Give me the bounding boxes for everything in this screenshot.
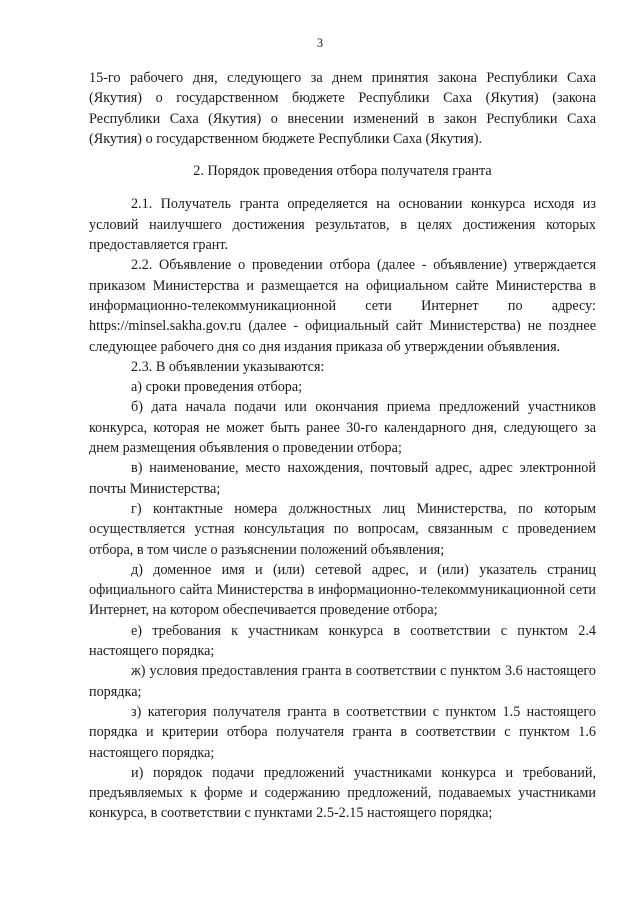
list-item-e: е) требования к участникам конкурса в соответствии с пунктом 2.4 настоящего порядка; [89, 622, 596, 660]
paragraph-2-2: 2.2. Объявление о проведении отбора (далее - объявление) утверждается приказом Министерства и размещается на официальном сайте Министерства в информационно-телекоммуникационной сети Интернет по адресу: https://minsel.sakha.gov.ru (далее - официальный сайт Министерства) не позднее следующее рабочего дня со дня издания приказа об утверждении объявления. [89, 257, 596, 355]
list-item-d: д) доменное имя и (или) сетевой адрес, и (или) указатель страниц официального сайта Министерства в информационно-телекоммуникационной сети Интернет, на котором обеспечивается проведение отбора; [89, 561, 596, 619]
list-item-v: в) наименование, место нахождения, почтовый адрес, адрес электронной почты Министерства; [89, 460, 596, 497]
page-number: 3 [316, 36, 324, 50]
paragraph-budget-law-continuation: 15-го рабочего дня, следующего за днем принятия закона Республики Саха (Якутия) о государственном бюджете Республики Саха (Якутия) (закона Республики Саха (Якутия) о внесении изменений в закон Республики Саха (Якутия) о государственном бюджете Республики Саха (Якутия). [89, 70, 596, 147]
list-item-i: и) порядок подачи предложений участниками конкурса и требований, предъявляемых к форме и содержанию предложений, подаваемых участниками конкурса, в соответствии с пунктами 2.5-2.15 настоящего порядка; [89, 764, 596, 822]
paragraph-2-3: 2.3. В объявлении указываются: [131, 358, 325, 375]
paragraph-2-1: 2.1. Получатель гранта определяется на основании конкурса исходя из условий наилучшего достижения результатов, в целях достижения которых предоставляется грант. [89, 196, 596, 254]
list-item-zh: ж) условия предоставления гранта в соответствии с пунктом 3.6 настоящего порядка; [89, 663, 596, 700]
document-body [89, 68, 596, 824]
list-item-z: з) категория получателя гранта в соответствии с пунктом 1.5 настоящего порядка и критерии отбора получателя гранта в соответствии с пунктом 1.6 настоящего порядка; [89, 703, 596, 761]
section-heading: 2. Порядок проведения отбора получателя гранта [193, 163, 492, 180]
list-item-b: б) дата начала подачи или окончания приема предложений участников конкурса, которая не может быть ранее 30-го календарного дня, следующего за днем размещения объявления о проведении отбора; [89, 399, 596, 457]
list-item-g: г) контактные номера должностных лиц Министерства, по которым осуществляется устная консультация по вопросам, связанным с проведением отбора, в том числе о разъяснении положений объявления; [89, 500, 596, 558]
list-item-a: а) сроки проведения отбора; [131, 379, 303, 396]
